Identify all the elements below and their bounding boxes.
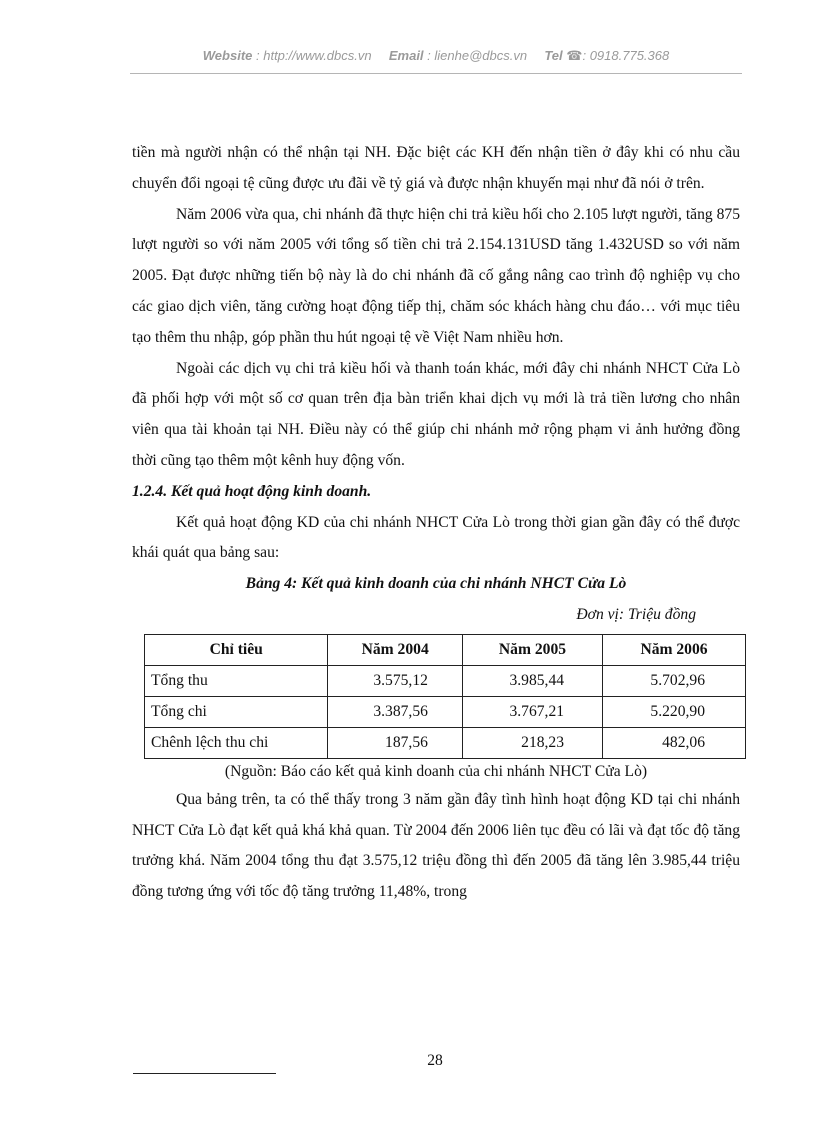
table-caption: Bảng 4: Kết quả kinh doanh của chi nhánh NHCT Cửa Lò bbox=[245, 575, 627, 593]
value-cell: 5.220,90 bbox=[603, 696, 746, 727]
section-heading: 1.2.4. Kết quả hoạt động kinh doanh. bbox=[132, 482, 372, 500]
paragraph-5: Qua bảng trên, ta có thể thấy trong 3 năm gần đây tình hình hoạt động KD tại chi nhánh NHCT Cửa Lò đạt kết quả khá khả quan. Từ 2004 đến 2006 liên tục đều có lãi và đạt tốc độ tăng trưởng khá. Năm 2004 tổng thu đạt 3.575,12 triệu đồng thì đến 2005 đã tăng lên 3.985,44 triệu đồng tương ứng với tốc độ tăng trưởng 11,48%, trong bbox=[132, 790, 740, 901]
table-row bbox=[145, 665, 746, 696]
paragraph-3: Ngoài các dịch vụ chi trả kiều hối và thanh toán khác, mới đây chi nhánh NHCT Cửa Lò đã phối hợp với một số cơ quan trên địa bàn triển khai dịch vụ mới là trả tiền lương cho nhân viên qua tài khoản tại NH. Điều này có thể giúp chi nhánh mở rộng phạm vi ảnh hưởng đồng thời cũng tạo thêm một kênh huy động vốn. bbox=[132, 359, 740, 469]
paragraph-4: Kết quả hoạt động KD của chi nhánh NHCT Cửa Lò trong thời gian gần đây có thể được khái quát qua bảng sau: bbox=[132, 513, 740, 562]
paragraph-2: Năm 2006 vừa qua, chi nhánh đã thực hiện chi trả kiều hối cho 2.105 lượt người, tăng 875 lượt người so với năm 2005 với tổng số tiền chi trả 2.154.131USD tăng 1.432USD so với năm 2005. Đạt được những tiến bộ này là do chi nhánh đã cố gắng nâng cao trình độ nghiệp vụ cho các giao dịch viên, tăng cường hoạt động tiếp thị, chăm sóc khách hàng chu đáo… với mục tiêu tạo thêm thu nhập, góp phần thu hút ngoại tệ về Việt Nam nhiều hơn. bbox=[132, 205, 740, 346]
paragraph-1: tiền mà người nhận có thể nhận tại NH. Đặc biệt các KH đến nhận tiền ở đây khi có nhu cầu chuyển đổi ngoại tệ cũng được ưu đãi về tỷ giá và được nhận khuyến mại như đã nói ở trên. bbox=[132, 144, 740, 192]
table-row bbox=[145, 727, 746, 758]
document-body bbox=[132, 138, 740, 908]
header-cell: Năm 2006 bbox=[603, 634, 746, 665]
page-header bbox=[130, 48, 742, 74]
value-cell: 3.387,56 bbox=[328, 696, 462, 727]
row-label: Chênh lệch thu chi bbox=[145, 727, 328, 758]
table-source: (Nguồn: Báo cáo kết quả kinh doanh của chi nhánh NHCT Cửa Lò) bbox=[224, 762, 648, 780]
tel-number: ☎: 0918.775.368 bbox=[566, 48, 670, 63]
header-cell: Năm 2005 bbox=[462, 634, 602, 665]
website-url: : http://www.dbcs.vn bbox=[256, 48, 372, 63]
email-address: : lienhe@dbcs.vn bbox=[427, 48, 528, 63]
value-cell: 5.702,96 bbox=[603, 665, 746, 696]
value-cell: 187,56 bbox=[328, 727, 462, 758]
website-label: Website bbox=[202, 48, 253, 63]
row-label: Tổng chi bbox=[145, 696, 328, 727]
header-cell: Chỉ tiêu bbox=[145, 634, 328, 665]
page-number: 28 bbox=[427, 1052, 443, 1069]
value-cell: 3.767,21 bbox=[462, 696, 602, 727]
value-cell: 218,23 bbox=[462, 727, 602, 758]
footnote-separator bbox=[133, 1073, 276, 1074]
table-unit: Đơn vị: Triệu đồng bbox=[576, 605, 696, 623]
value-cell: 482,06 bbox=[603, 727, 746, 758]
email-label: Email bbox=[388, 48, 424, 63]
results-table bbox=[144, 634, 746, 759]
tel-label: Tel bbox=[544, 48, 563, 63]
table-row bbox=[145, 696, 746, 727]
value-cell: 3.985,44 bbox=[462, 665, 602, 696]
row-label: Tổng thu bbox=[145, 665, 328, 696]
table-header-row bbox=[145, 634, 746, 665]
header-cell: Năm 2004 bbox=[328, 634, 462, 665]
value-cell: 3.575,12 bbox=[328, 665, 462, 696]
